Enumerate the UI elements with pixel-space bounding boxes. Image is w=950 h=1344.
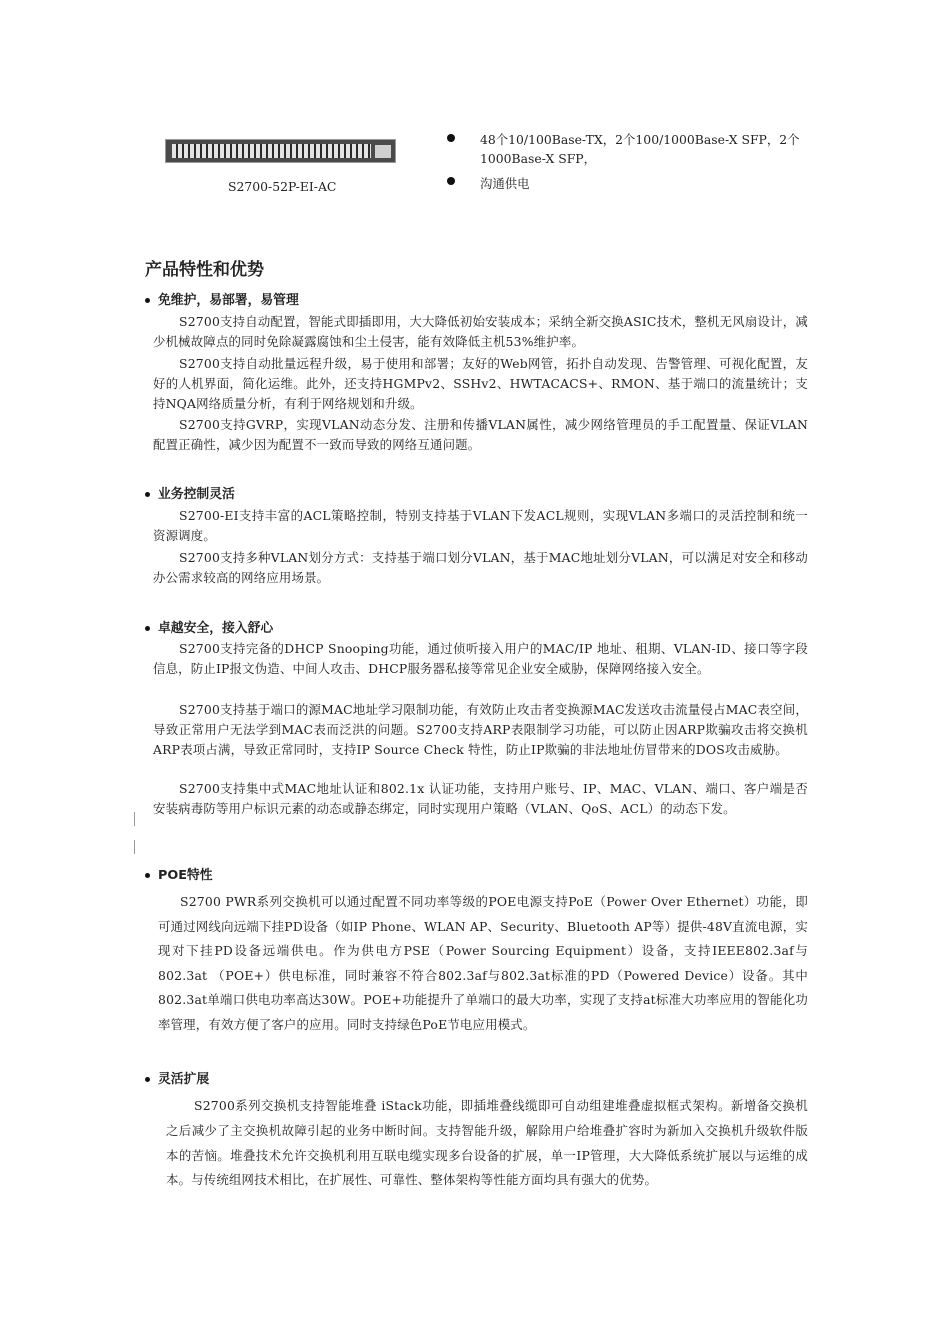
bullet-dot-icon bbox=[447, 134, 455, 142]
product-bullet-ports: 48个10/100Base-TX，2个100/1000Base-X SFP，2个1000Base-X SFP， bbox=[480, 132, 800, 166]
page-heading: 产品特性和优势 bbox=[145, 260, 264, 280]
section-title-expansion: 灵活扩展 bbox=[145, 1068, 209, 1087]
bullet-dot-icon bbox=[145, 873, 150, 878]
section-title-security: 卓越安全，接入舒心 bbox=[145, 617, 273, 636]
bullet-dot-icon bbox=[145, 298, 150, 303]
section-title-poe: POE特性 bbox=[145, 864, 213, 883]
paragraph: S2700支持集中式MAC地址认证和802.1x 认证功能，支持用户账号、IP、MAC、VLAN、端口、客户端是否安装病毒防等用户标识元素的动态或静态绑定，同时实现用户策略（VLAN、QoS、ACL）的动态下发。 bbox=[153, 781, 808, 816]
sfp-ports bbox=[375, 145, 391, 158]
switch-product-image bbox=[165, 139, 396, 163]
paragraph: S2700支持多种VLAN划分方式：支持基于端口划分VLAN，基于MAC地址划分VLAN，可以满足对安全和移动办公需求较高的网络应用场景。 bbox=[153, 550, 808, 585]
bullet-dot-icon bbox=[447, 177, 455, 185]
product-bullet-power: 沟通供电 bbox=[480, 176, 530, 191]
bullet-dot-icon bbox=[145, 1077, 150, 1082]
product-caption: S2700-52P-EI-AC bbox=[228, 179, 337, 194]
paragraph: S2700支持GVRP，实现VLAN动态分发、注册和传播VLAN属性，减少网络管理员的手工配置量、保证VLAN配置正确性，减少因为配置不一致而导致的网络互通问题。 bbox=[153, 417, 808, 452]
paragraph: S2700支持基于端口的源MAC地址学习限制功能，有效防止攻击者变换源MAC发送攻击流量侵占MAC表空间，导致正常用户无法学到MAC表而泛洪的问题。S2700支持ARP表限制学习功能，可以防止因ARP欺骗攻击将交换机ARP表项占满，导致正常同时，支持IP Source Check 特性，防止IP欺骗的非法地址仿冒带来的DOS攻击威胁。 bbox=[153, 702, 808, 757]
section-title-maintenance: 免维护，易部署，易管理 bbox=[145, 289, 299, 308]
paragraph: S2700系列交换机支持智能堆叠 iStack功能，即插堆叠线缆即可自动组建堆叠虚拟框式架构。新增备交换机之后减少了主交换机故障引起的业务中断时间。支持智能升级，解除用户给堆叠扩容时为新加入交换机升级软件版本的苦恼。堆叠技术允许交换机利用互联电缆实现多台设备的扩展，单一IP管理，大大降低系统扩展以与运维的成本。与传统组网技术相比，在扩展性、可靠性、整体架构等性能方面均具有强大的优势。 bbox=[166, 1098, 808, 1188]
paragraph: S2700支持自动批量远程升级，易于使用和部署；友好的Web网管，拓扑自动发现、告警管理、可视化配置，友好的人机界面，简化运维。此外，还支持HGMPv2、SSHv2、HWTACACS+、RMON、基于端口的流量统计；支持NQA网络质量分析，有利于网络规划和升级。 bbox=[153, 356, 808, 411]
paragraph: S2700支持完备的DHCP Snooping功能，通过侦听接入用户的MAC/IP 地址、租期、VLAN-ID、接口等字段信息，防止IP报文伪造、中间人攻击、DHCP服务器私接等常见企业安全威胁，保障网络接入安全。 bbox=[153, 641, 808, 676]
bullet-dot-icon bbox=[145, 626, 150, 631]
paragraph: S2700 PWR系列交换机可以通过配置不同功率等级的POE电源支持PoE（Power Over Ethernet）功能，即可通过网线向远端下挂PD设备（如IP Phone、WLAN AP、Security、Bluetooth AP等）提供-48V直流电源，实现对下挂PD设备远端供电。作为供电方PSE（Power Sourcing Equipment）设备，支持IEEE802.3af与802.3at （POE+）供电标准，同时兼容不符合802.3af与802.3at标准的PD（Powered Device）设备。其中802.3at单端口供电功率高达30W。POE+功能提升了单端口的最大功率，实现了支持at标准大功率应用的智能化功率管理，有效方便了客户的应用。同时支持绿色PoE节电应用模式。 bbox=[158, 894, 808, 1032]
paragraph: S2700支持自动配置，智能式即插即用，大大降低初始安装成本；采纳全新交换ASIC技术，整机无风扇设计，减少机械故障点的同时免除凝露腐蚀和尘土侵害，能有效降低主机53%维护率。 bbox=[153, 314, 808, 349]
paragraph: S2700-EI支持丰富的ACL策略控制，特别支持基于VLAN下发ACL规则，实现VLAN多端口的灵活控制和统一资源调度。 bbox=[153, 508, 808, 543]
margin-mark bbox=[134, 812, 135, 826]
bullet-dot-icon bbox=[145, 492, 150, 497]
switch-ports bbox=[172, 144, 371, 158]
section-title-service-control: 业务控制灵活 bbox=[145, 483, 235, 502]
margin-mark bbox=[134, 840, 135, 854]
